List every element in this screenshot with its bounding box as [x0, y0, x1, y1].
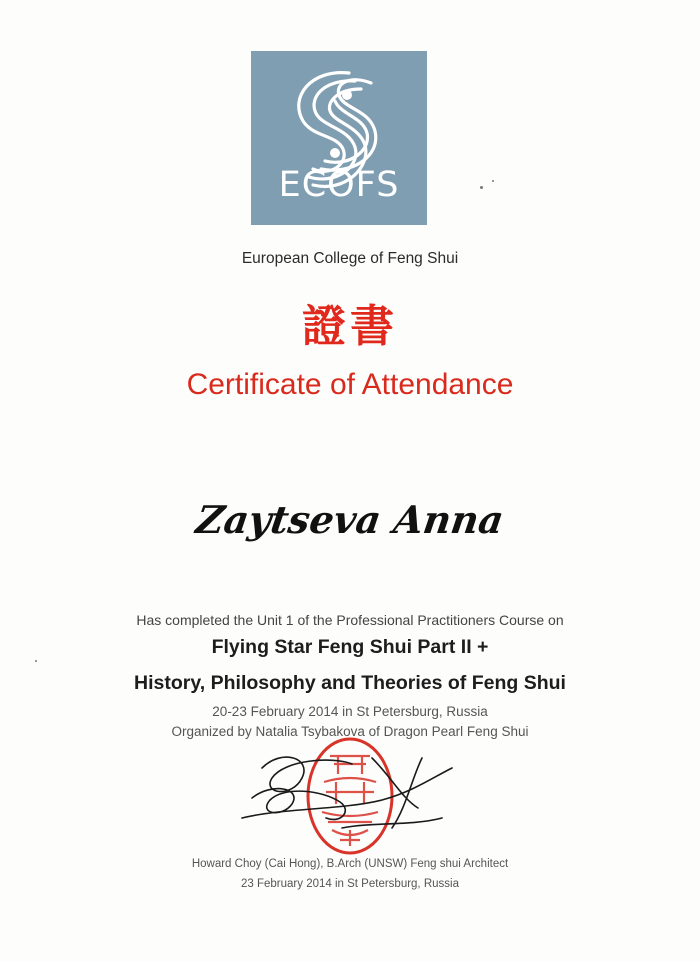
- speck: [35, 660, 37, 662]
- certificate-title: Certificate of Attendance: [186, 368, 514, 401]
- signed-date-location: 23 February 2014 in St Petersburg, Russia: [241, 878, 459, 890]
- speck: [492, 180, 494, 182]
- chinese-title: 證書: [302, 301, 398, 352]
- course-title-line-1: Flying Star Feng Shui Part II +: [211, 636, 489, 658]
- college-name: European College of Feng Shui: [241, 250, 459, 267]
- organizer-text: Organized by Natalia Tsybakova of Dragon Pearl Feng Shui: [171, 724, 529, 739]
- speck: [480, 186, 483, 189]
- completion-text: Has completed the Unit 1 of the Professional Practitioners Course on: [136, 612, 564, 628]
- course-title-line-2: History, Philosophy and Theories of Feng Shui: [134, 672, 566, 694]
- ecofs-logo: [251, 51, 427, 225]
- course-dates-location: 20-23 February 2014 in St Petersburg, Russia: [212, 704, 488, 719]
- logo-text: ECOFS: [278, 165, 400, 205]
- signer-name: Howard Choy (Cai Hong), B.Arch (UNSW) Feng shui Architect: [191, 858, 509, 870]
- recipient-name: Zaytseva Anna: [193, 497, 507, 542]
- handwritten-signature: [222, 738, 482, 848]
